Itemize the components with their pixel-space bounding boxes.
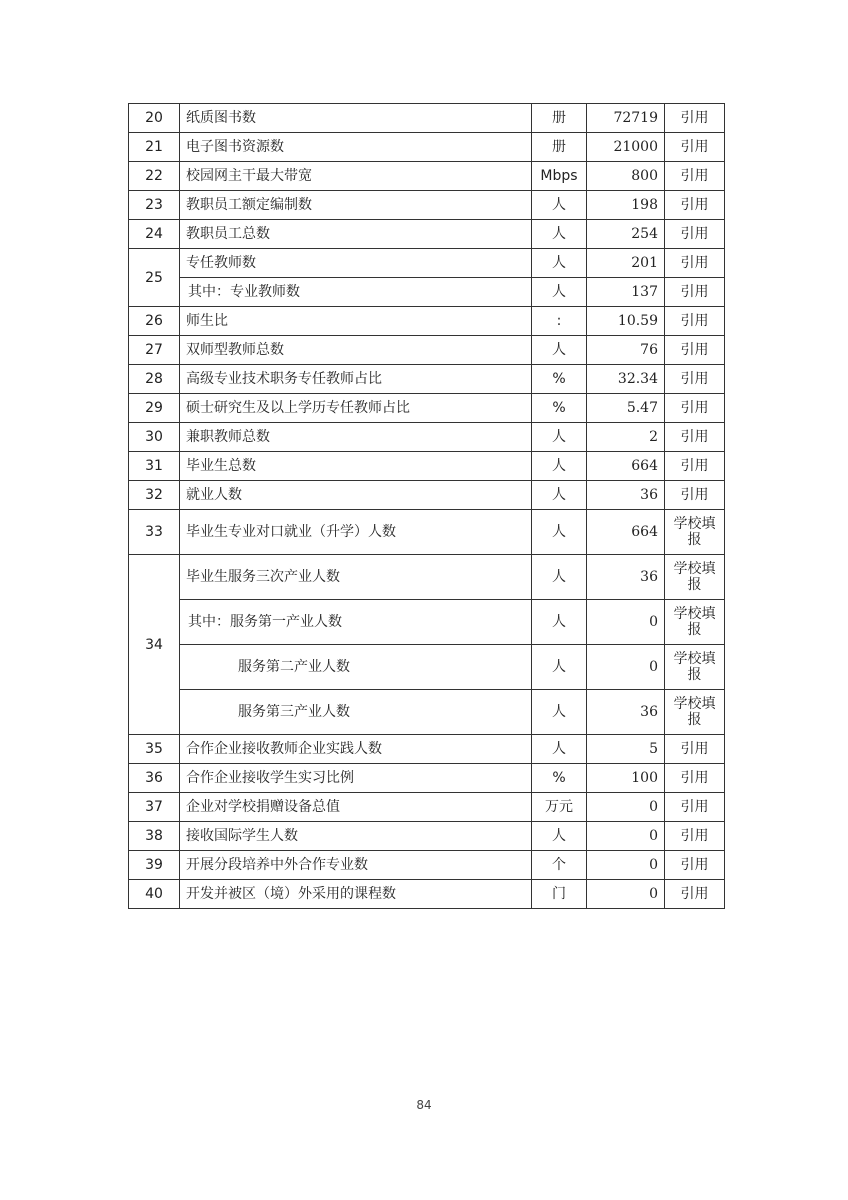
table-row [129, 510, 725, 555]
value: 0 [587, 600, 665, 645]
indicator-table [128, 103, 725, 909]
source: 引用 [665, 452, 725, 481]
source: 引用 [665, 220, 725, 249]
indicator-name: 毕业生服务三次产业人数 [180, 555, 532, 600]
source: 引用 [665, 278, 725, 307]
row-number: 21 [129, 133, 180, 162]
unit: 人 [532, 822, 587, 851]
indicator-name: 合作企业接收教师企业实践人数 [180, 735, 532, 764]
unit: 人 [532, 690, 587, 735]
value: 2 [587, 423, 665, 452]
table-row [129, 307, 725, 336]
row-number: 36 [129, 764, 180, 793]
row-number: 29 [129, 394, 180, 423]
row-number: 37 [129, 793, 180, 822]
table-row [129, 735, 725, 764]
source: 引用 [665, 104, 725, 133]
value: 36 [587, 690, 665, 735]
row-number: 20 [129, 104, 180, 133]
unit: 个 [532, 851, 587, 880]
unit: 万元 [532, 793, 587, 822]
indicator-name: 开发并被区（境）外采用的课程数 [180, 880, 532, 909]
value: 664 [587, 452, 665, 481]
value: 137 [587, 278, 665, 307]
table-row [129, 851, 725, 880]
row-number: 39 [129, 851, 180, 880]
value: 664 [587, 510, 665, 555]
indicator-name: 纸质图书数 [180, 104, 532, 133]
unit: 人 [532, 191, 587, 220]
unit: 人 [532, 645, 587, 690]
row-number: 32 [129, 481, 180, 510]
row-number: 24 [129, 220, 180, 249]
value: 21000 [587, 133, 665, 162]
row-number: 31 [129, 452, 180, 481]
unit: % [532, 394, 587, 423]
value: 0 [587, 851, 665, 880]
unit: 人 [532, 249, 587, 278]
row-number: 27 [129, 336, 180, 365]
source: 引用 [665, 880, 725, 909]
row-number: 40 [129, 880, 180, 909]
value: 0 [587, 793, 665, 822]
unit: 册 [532, 133, 587, 162]
unit: 人 [532, 423, 587, 452]
row-number: 25 [129, 249, 180, 307]
source: 引用 [665, 851, 725, 880]
row-number: 30 [129, 423, 180, 452]
value: 254 [587, 220, 665, 249]
value: 100 [587, 764, 665, 793]
table-row [129, 278, 725, 307]
value: 198 [587, 191, 665, 220]
table-row [129, 133, 725, 162]
source: 学校填报 [665, 600, 725, 645]
row-number: 28 [129, 365, 180, 394]
unit: 门 [532, 880, 587, 909]
indicator-name: 就业人数 [180, 481, 532, 510]
unit: 人 [532, 735, 587, 764]
source: 学校填报 [665, 510, 725, 555]
table-row [129, 220, 725, 249]
source: 引用 [665, 423, 725, 452]
value: 72719 [587, 104, 665, 133]
table-row [129, 764, 725, 793]
table-row [129, 423, 725, 452]
indicator-name: 电子图书资源数 [180, 133, 532, 162]
value: 5 [587, 735, 665, 764]
indicator-name: 其中：专业教师数 [180, 278, 532, 307]
row-number: 33 [129, 510, 180, 555]
table-row [129, 452, 725, 481]
row-number: 22 [129, 162, 180, 191]
unit: : [532, 307, 587, 336]
source: 引用 [665, 394, 725, 423]
indicator-name: 其中：服务第一产业人数 [180, 600, 532, 645]
indicator-name: 双师型教师总数 [180, 336, 532, 365]
indicator-name: 接收国际学生人数 [180, 822, 532, 851]
row-number: 38 [129, 822, 180, 851]
value: 800 [587, 162, 665, 191]
indicator-name: 教职员工总数 [180, 220, 532, 249]
row-number: 35 [129, 735, 180, 764]
value: 0 [587, 822, 665, 851]
source: 引用 [665, 162, 725, 191]
source: 引用 [665, 249, 725, 278]
indicator-name: 企业对学校捐赠设备总值 [180, 793, 532, 822]
value: 201 [587, 249, 665, 278]
source: 引用 [665, 191, 725, 220]
value: 10.59 [587, 307, 665, 336]
source: 引用 [665, 764, 725, 793]
table-row [129, 336, 725, 365]
source: 学校填报 [665, 645, 725, 690]
value: 36 [587, 555, 665, 600]
indicator-name: 毕业生总数 [180, 452, 532, 481]
indicator-name: 毕业生专业对口就业（升学）人数 [180, 510, 532, 555]
table-row [129, 690, 725, 735]
source: 引用 [665, 307, 725, 336]
indicator-name: 开展分段培养中外合作专业数 [180, 851, 532, 880]
indicator-name: 服务第二产业人数 [180, 645, 532, 690]
unit: % [532, 365, 587, 394]
row-number: 23 [129, 191, 180, 220]
table-row [129, 249, 725, 278]
source: 引用 [665, 336, 725, 365]
indicator-name: 师生比 [180, 307, 532, 336]
unit: 人 [532, 220, 587, 249]
value: 0 [587, 880, 665, 909]
unit: 人 [532, 510, 587, 555]
value: 5.47 [587, 394, 665, 423]
indicator-name: 校园网主干最大带宽 [180, 162, 532, 191]
source: 引用 [665, 365, 725, 394]
table-row [129, 104, 725, 133]
unit: % [532, 764, 587, 793]
value: 36 [587, 481, 665, 510]
table-row [129, 481, 725, 510]
indicator-name: 高级专业技术职务专任教师占比 [180, 365, 532, 394]
source: 学校填报 [665, 690, 725, 735]
table-row [129, 600, 725, 645]
indicator-name: 硕士研究生及以上学历专任教师占比 [180, 394, 532, 423]
row-number: 26 [129, 307, 180, 336]
unit: 人 [532, 555, 587, 600]
indicator-name: 兼职教师总数 [180, 423, 532, 452]
unit: Mbps [532, 162, 587, 191]
unit: 人 [532, 336, 587, 365]
table-row [129, 645, 725, 690]
indicator-name: 教职员工额定编制数 [180, 191, 532, 220]
source: 引用 [665, 133, 725, 162]
indicator-name: 服务第三产业人数 [180, 690, 532, 735]
table-row [129, 822, 725, 851]
table-row [129, 162, 725, 191]
unit: 册 [532, 104, 587, 133]
table-row [129, 365, 725, 394]
table-row [129, 555, 725, 600]
source: 引用 [665, 735, 725, 764]
value: 0 [587, 645, 665, 690]
source: 引用 [665, 822, 725, 851]
table-row [129, 880, 725, 909]
unit: 人 [532, 481, 587, 510]
table-row [129, 191, 725, 220]
table-row [129, 793, 725, 822]
indicator-name: 合作企业接收学生实习比例 [180, 764, 532, 793]
unit: 人 [532, 278, 587, 307]
indicator-name: 专任教师数 [180, 249, 532, 278]
source: 引用 [665, 481, 725, 510]
value: 32.34 [587, 365, 665, 394]
source: 学校填报 [665, 555, 725, 600]
source: 引用 [665, 793, 725, 822]
value: 76 [587, 336, 665, 365]
unit: 人 [532, 600, 587, 645]
table-row [129, 394, 725, 423]
page-number: 84 [416, 1098, 432, 1112]
row-number: 34 [129, 555, 180, 735]
unit: 人 [532, 452, 587, 481]
